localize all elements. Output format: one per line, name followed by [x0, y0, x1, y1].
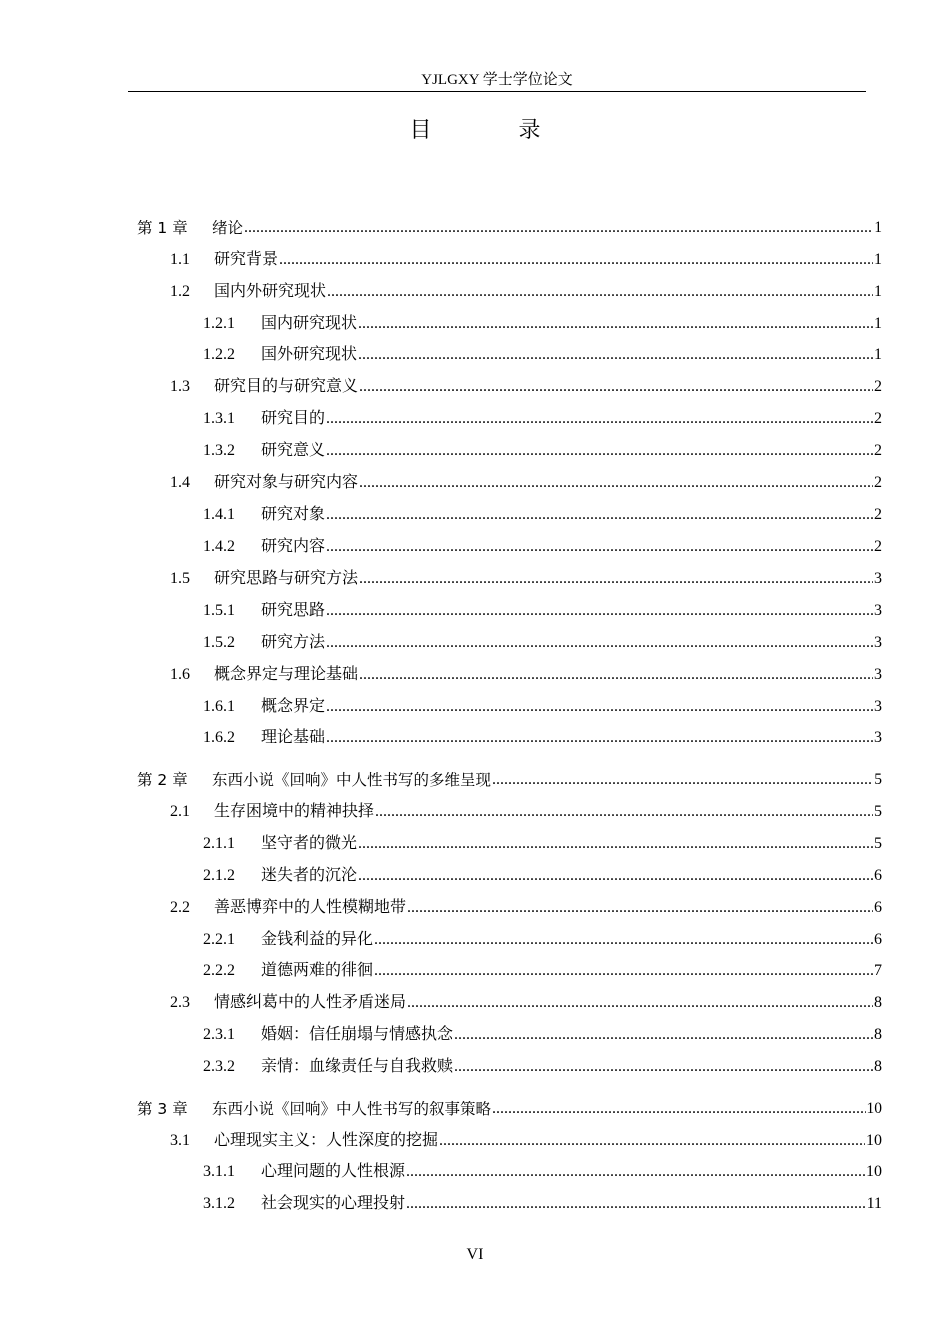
toc-entry[interactable] [170, 897, 882, 919]
toc-entry-number: 1.3.1 [203, 410, 235, 427]
toc-entry-number: 第 1 章 [137, 219, 188, 237]
toc-entry-title: 国外研究现状 [261, 346, 358, 363]
toc-leader-dots [374, 960, 873, 982]
toc-leader-dots [326, 696, 873, 718]
toc-entry-title: 研究对象 [261, 506, 326, 523]
toc-leader-dots [407, 992, 873, 1014]
toc-leader-dots [492, 769, 873, 791]
toc-entry-number: 3.1.1 [203, 1163, 235, 1180]
toc-entry-page: 8 [874, 1026, 882, 1043]
toc-entry-number: 2.1.2 [203, 867, 235, 884]
toc-entry-number: 3.1.2 [203, 1195, 235, 1212]
toc-entry-title: 国内外研究现状 [214, 283, 327, 300]
toc-leader-dots [492, 1098, 865, 1120]
toc-entry-number: 1.3.2 [203, 442, 235, 459]
toc-entry-title: 研究思路与研究方法 [214, 570, 359, 587]
toc-entry-page: 2 [874, 538, 882, 555]
toc-entry[interactable] [170, 472, 882, 494]
toc-entry[interactable] [170, 376, 882, 398]
toc-entry[interactable] [203, 313, 882, 335]
toc-entry[interactable] [203, 408, 882, 430]
toc-entry[interactable] [203, 833, 882, 855]
toc-leader-dots [359, 472, 873, 494]
toc-entry-number: 1.1 [170, 251, 190, 268]
toc-entry[interactable] [137, 1098, 882, 1120]
toc-leader-dots [358, 833, 873, 855]
toc-entry-title: 研究方法 [261, 634, 326, 651]
toc-entry-number: 2.3.1 [203, 1026, 235, 1043]
toc-entry[interactable] [203, 344, 882, 366]
toc-entry-number: 1.4.2 [203, 538, 235, 555]
toc-entry-title: 概念界定与理论基础 [214, 666, 359, 683]
toc-entry[interactable] [203, 727, 882, 749]
toc-entry-number: 1.5 [170, 570, 190, 587]
toc-entry-title: 亲情：血缘责任与自我救赎 [261, 1058, 454, 1075]
toc-leader-dots [359, 376, 873, 398]
toc-entry[interactable] [203, 600, 882, 622]
toc-entry-page: 11 [866, 1195, 882, 1212]
toc-leader-dots [326, 504, 873, 526]
toc-entry[interactable] [170, 249, 882, 271]
toc-leader-dots [374, 929, 873, 951]
toc-entry[interactable] [203, 536, 882, 558]
toc-entry-number: 2.3.2 [203, 1058, 235, 1075]
toc-entry-page: 1 [874, 315, 882, 332]
toc-leader-dots [359, 664, 873, 686]
toc-entry[interactable] [203, 696, 882, 718]
toc-entry-number: 1.2.2 [203, 346, 235, 363]
toc-entry-page: 3 [874, 602, 882, 619]
toc-entry-number: 第 2 章 [137, 771, 188, 789]
toc-leader-dots [454, 1024, 873, 1046]
toc-leader-dots [326, 536, 873, 558]
toc-entry[interactable] [170, 664, 882, 686]
toc-entry-number: 2.3 [170, 994, 190, 1011]
toc-entry-number: 第 3 章 [137, 1100, 188, 1118]
toc-leader-dots [439, 1130, 865, 1152]
toc-entry-title: 心理问题的人性根源 [261, 1163, 406, 1180]
toc-entry[interactable] [170, 992, 882, 1014]
toc-entry-title: 概念界定 [261, 698, 326, 715]
toc-entry-page: 6 [874, 867, 882, 884]
toc-entry-page: 7 [874, 962, 882, 979]
toc-entry-page: 1 [874, 283, 882, 300]
toc-entry-title: 婚姻：信任崩塌与情感执念 [261, 1026, 454, 1043]
toc-entry-page: 5 [874, 803, 882, 820]
toc-entry[interactable] [203, 1193, 882, 1215]
toc-leader-dots [326, 408, 873, 430]
toc-entry-title: 研究目的 [261, 410, 326, 427]
toc-leader-dots [406, 1193, 866, 1215]
toc-entry-number: 2.1 [170, 803, 190, 820]
toc-entry-title: 研究目的与研究意义 [214, 378, 359, 395]
toc-entry-title: 研究内容 [261, 538, 326, 555]
toc-entry[interactable] [137, 217, 882, 239]
toc-entry-title: 迷失者的沉沦 [261, 867, 358, 884]
toc-entry-page: 3 [874, 729, 882, 746]
toc-entry-page: 3 [874, 666, 882, 683]
toc-entry-number: 2.1.1 [203, 835, 235, 852]
toc-entry-page: 2 [874, 506, 882, 523]
toc-entry-page: 2 [874, 474, 882, 491]
toc-entry-number: 1.4.1 [203, 506, 235, 523]
toc-leader-dots [359, 568, 873, 590]
toc-leader-dots [406, 1161, 865, 1183]
toc-entry-title: 坚守者的微光 [261, 835, 358, 852]
toc-entry-page: 10 [866, 1100, 882, 1117]
toc-entry-page: 2 [874, 410, 882, 427]
toc-entry-page: 2 [874, 378, 882, 395]
toc-entry-page: 6 [874, 899, 882, 916]
toc-leader-dots [326, 600, 873, 622]
toc-leader-dots [454, 1056, 873, 1078]
toc-entry-title: 东西小说《回响》中人性书写的叙事策略 [212, 1100, 492, 1118]
toc-entry-title: 研究意义 [261, 442, 326, 459]
page-number: VI [466, 1246, 484, 1263]
toc-entry-page: 1 [874, 251, 882, 268]
toc-entry-title: 金钱利益的异化 [261, 931, 374, 948]
toc-entry-page: 3 [874, 698, 882, 715]
toc-entry[interactable] [203, 440, 882, 462]
toc-entry-number: 1.5.2 [203, 634, 235, 651]
toc-entry-page: 2 [874, 442, 882, 459]
toc-entry-page: 5 [874, 835, 882, 852]
toc-entry-number: 1.5.1 [203, 602, 235, 619]
toc-entry-page: 10 [866, 1132, 882, 1149]
toc-entry-page: 1 [874, 219, 882, 236]
toc-leader-dots [327, 281, 873, 303]
toc-leader-dots [375, 801, 873, 823]
toc-entry-title: 绪论 [212, 219, 244, 237]
toc-leader-dots [244, 217, 873, 239]
toc-leader-dots [358, 865, 873, 887]
toc-leader-dots [279, 249, 873, 271]
toc-entry-page: 8 [874, 1058, 882, 1075]
toc-entry-title: 研究对象与研究内容 [214, 474, 359, 491]
toc-entry-page: 3 [874, 570, 882, 587]
toc-entry-title: 善恶博弈中的人性模糊地带 [214, 899, 407, 916]
toc-entry-number: 1.6 [170, 666, 190, 683]
toc-entry-number: 3.1 [170, 1132, 190, 1149]
toc-entry[interactable] [203, 960, 882, 982]
toc-entry-number: 2.2.1 [203, 931, 235, 948]
toc-leader-dots [326, 727, 873, 749]
toc-entry-page: 10 [866, 1163, 882, 1180]
toc-entry-title: 研究思路 [261, 602, 326, 619]
toc-leader-dots [326, 632, 873, 654]
toc-entry-number: 1.4 [170, 474, 190, 491]
toc-entry-title: 研究背景 [214, 251, 279, 268]
toc-entry[interactable] [170, 1130, 882, 1152]
toc-entry-title: 心理现实主义：人性深度的挖掘 [214, 1132, 439, 1149]
toc-entry-number: 1.3 [170, 378, 190, 395]
toc-title: 目 录 [409, 118, 581, 143]
toc-entry[interactable] [203, 1024, 882, 1046]
toc-entry[interactable] [203, 504, 882, 526]
toc-entry[interactable] [170, 281, 882, 303]
toc-entry-title: 社会现实的心理投射 [261, 1195, 406, 1212]
toc-entry-number: 1.6.1 [203, 698, 235, 715]
toc-entry-page: 1 [874, 346, 882, 363]
toc-entry-title: 理论基础 [261, 729, 326, 746]
toc-entry-page: 6 [874, 931, 882, 948]
toc-leader-dots [358, 344, 873, 366]
toc-entry[interactable] [170, 568, 882, 590]
toc-leader-dots [407, 897, 873, 919]
toc-entry-title: 国内研究现状 [261, 315, 358, 332]
toc-entry-page: 8 [874, 994, 882, 1011]
toc-entry[interactable] [203, 632, 882, 654]
toc-leader-dots [326, 440, 873, 462]
toc-entry[interactable] [203, 929, 882, 951]
toc-entry-number: 2.2.2 [203, 962, 235, 979]
toc-entry-title: 生存困境中的精神抉择 [214, 803, 375, 820]
toc-leader-dots [358, 313, 873, 335]
toc-entry[interactable] [203, 1161, 882, 1183]
running-header: YJLGXY 学士学位论文 [421, 72, 573, 88]
toc-entry[interactable] [203, 865, 882, 887]
toc-entry-title: 道德两难的徘徊 [261, 962, 374, 979]
toc-entry[interactable] [170, 801, 882, 823]
toc-entry-number: 1.6.2 [203, 729, 235, 746]
toc-entry-number: 2.2 [170, 899, 190, 916]
toc-entry-title: 东西小说《回响》中人性书写的多维呈现 [212, 771, 492, 789]
toc-entry-number: 1.2.1 [203, 315, 235, 332]
toc-entry-number: 1.2 [170, 283, 190, 300]
toc-entry[interactable] [203, 1056, 882, 1078]
toc-entry-page: 5 [874, 771, 882, 788]
toc-entry-title: 情感纠葛中的人性矛盾迷局 [214, 994, 407, 1011]
toc-entry[interactable] [137, 769, 882, 791]
toc-entry-page: 3 [874, 634, 882, 651]
